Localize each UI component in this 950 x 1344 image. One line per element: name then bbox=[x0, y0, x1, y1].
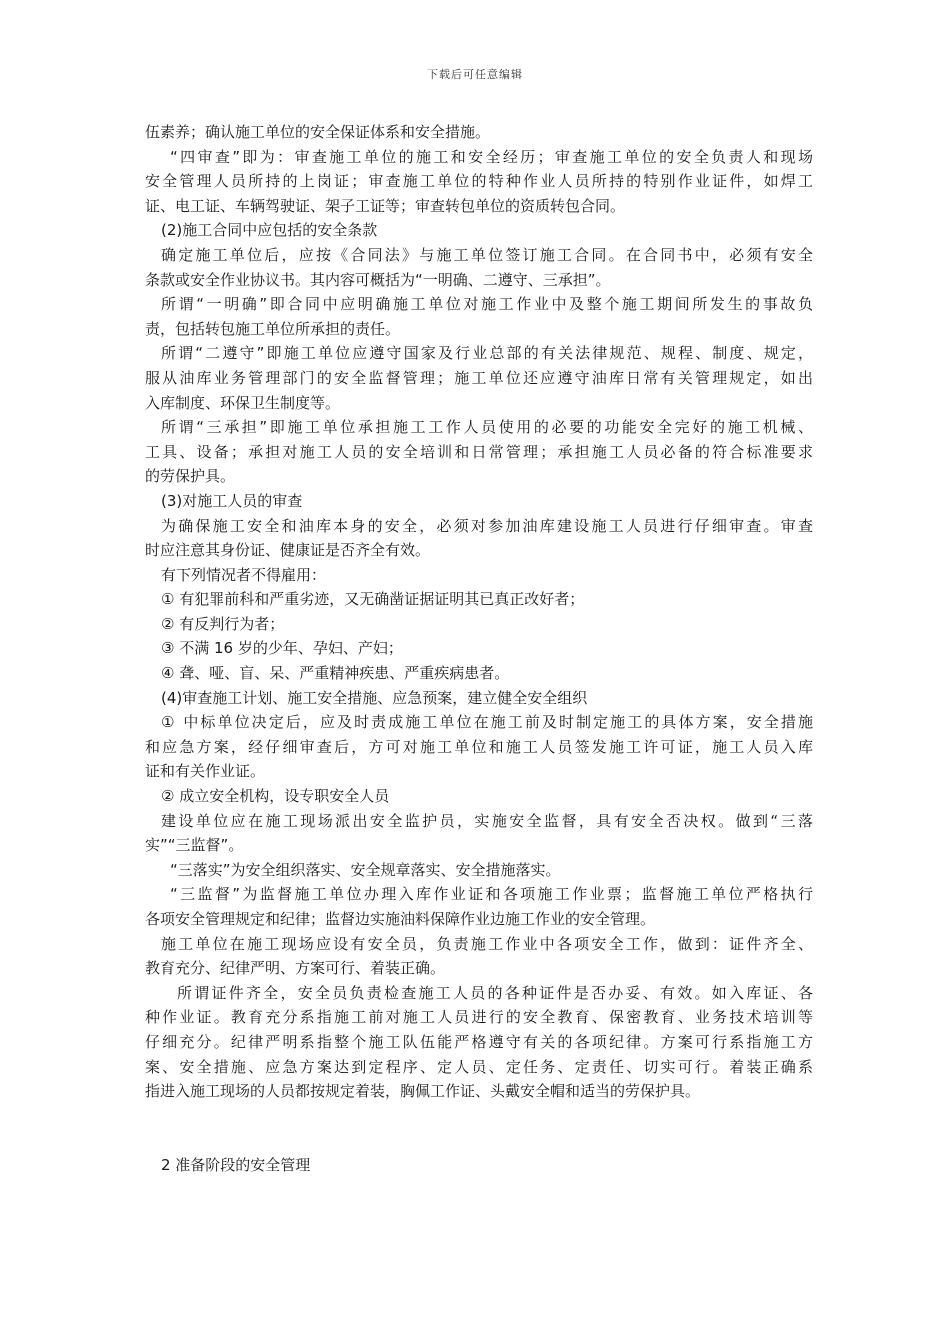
text-line: (4)审查施工计划、施工安全措施、应急预案，建立健全安全组织 bbox=[161, 688, 588, 707]
text-line: 各项安全管理规定和纪律；监督边实施油料保障作业边施工作业的安全管理。 bbox=[145, 910, 656, 928]
text-line: “三监督”为监督施工单位办理入库作业证和各项施工作业票；监督施工单位严格执行 bbox=[170, 885, 813, 904]
text-line: 实”“三监督”。 bbox=[145, 836, 244, 855]
document-body bbox=[145, 120, 813, 1177]
text-line: 工具、设备；承担对施工人员的安全培训和日常管理；承担施工人员必备的符合标准要求 bbox=[145, 442, 813, 461]
text-line: “四审查”即为：审查施工单位的施工和安全经历；审查施工单位的安全负责人和现场 bbox=[170, 147, 813, 166]
text-line: 确定施工单位后，应按《合同法》与施工单位签订施工合同。在合同书中，必须有安全 bbox=[161, 245, 813, 264]
text-line: 指进入施工现场的人员都按规定着装，胸佩工作证、头戴安全帽和适当的劳保护具。 bbox=[145, 1082, 701, 1101]
text-line: 为确保施工安全和油库本身的安全，必须对参加油库建设施工人员进行仔细审查。审查 bbox=[161, 516, 813, 535]
text-line: ③ 不满 16 岁的少年、孕妇、产妇； bbox=[161, 639, 403, 658]
text-line: 仔细充分。纪律严明系指整个施工队伍能严格遵守有关的各项纪律。方案可行系指施工方 bbox=[145, 1032, 813, 1051]
page-header: 下载后可任意编辑 bbox=[427, 68, 523, 81]
text-line: 种作业证。教育充分系指施工前对施工人员进行的安全教育、保密教育、业务技术培训等 bbox=[145, 1008, 813, 1027]
paragraph-lines bbox=[145, 120, 813, 1104]
text-line: ① 有犯罪前科和严重劣迹，又无确凿证据证明其已真正改好者； bbox=[161, 590, 585, 609]
text-line: 条款或安全作业协议书。其内容可概括为“一明确、二遵守、三承担”。 bbox=[145, 270, 611, 289]
text-line: (2)施工合同中应包括的安全条款 bbox=[161, 221, 378, 240]
text-line: 所谓“三承担”即施工单位承担施工工作人员使用的必要的功能安全完好的施工机械、 bbox=[161, 418, 813, 437]
text-line: ② 成立安全机构，设专职安全人员 bbox=[161, 787, 390, 806]
text-line: 的劳保护具。 bbox=[145, 467, 236, 486]
text-line: 证、电工证、车辆驾驶证、架子工证等；审查转包单位的资质转包合同。 bbox=[145, 196, 626, 215]
text-line: 教育充分、纪律严明、方案可行、着装正确。 bbox=[145, 959, 446, 978]
text-line: 施工单位在施工现场应设有安全员，负责施工作业中各项安全工作，做到：证件齐全、 bbox=[161, 934, 813, 953]
text-line: 案、安全措施、应急方案达到定程序、定人员、定任务、定责任、切实可行。着装正确系 bbox=[145, 1057, 813, 1076]
text-line: 伍素养；确认施工单位的安全保证体系和安全措施。 bbox=[145, 123, 491, 141]
text-line: 有下列情况者不得雇用： bbox=[161, 565, 327, 584]
text-line: 入库制度、环保卫生制度等。 bbox=[145, 393, 341, 412]
text-line: ④ 聋、哑、盲、呆、严重精神疾患、严重疾病患者。 bbox=[161, 664, 510, 683]
text-line: 服从油库业务管理部门的安全监督管理；施工单位还应遵守油库日常有关管理规定，如出 bbox=[145, 368, 813, 387]
section-spacer bbox=[145, 1104, 813, 1153]
text-line: 证和有关作业证。 bbox=[145, 762, 266, 781]
section-heading: 2 准备阶段的安全管理 bbox=[161, 1155, 311, 1174]
text-line: ① 中标单位决定后，应及时责成施工单位在施工前及时制定施工的具体方案，安全措施 bbox=[161, 713, 813, 732]
text-line: 所谓证件齐全，安全员负责检查施工人员的各种证件是否办妥、有效。如入库证、各 bbox=[177, 983, 813, 1002]
text-line: 安全管理人员所持的上岗证；审查施工单位的特种作业人员所持的特别作业证件，如焊工 bbox=[145, 172, 813, 191]
text-line: ② 有反判行为者； bbox=[161, 614, 285, 633]
text-line: 和应急方案，经仔细审查后，方可对施工单位和施工人员签发施工许可证，施工人员入库 bbox=[145, 737, 813, 756]
text-line: (3)对施工人员的审查 bbox=[161, 491, 303, 510]
text-line: 所谓“一明确”即合同中应明确施工单位对施工作业中及整个施工期间所发生的事故负 bbox=[161, 295, 813, 314]
text-line: 建设单位应在施工现场派出安全监护员，实施安全监督，具有安全否决权。做到“三落 bbox=[161, 811, 813, 830]
text-line: 所谓“二遵守”即施工单位应遵守国家及行业总部的有关法律规范、规程、制度、规定， bbox=[161, 344, 813, 363]
text-line: 时应注意其身份证、健康证是否齐全有效。 bbox=[145, 541, 431, 560]
text-line: “三落实”为安全组织落实、安全规章落实、安全措施落实。 bbox=[170, 860, 561, 879]
text-line: 责，包括转包施工单位所承担的责任。 bbox=[145, 319, 401, 338]
